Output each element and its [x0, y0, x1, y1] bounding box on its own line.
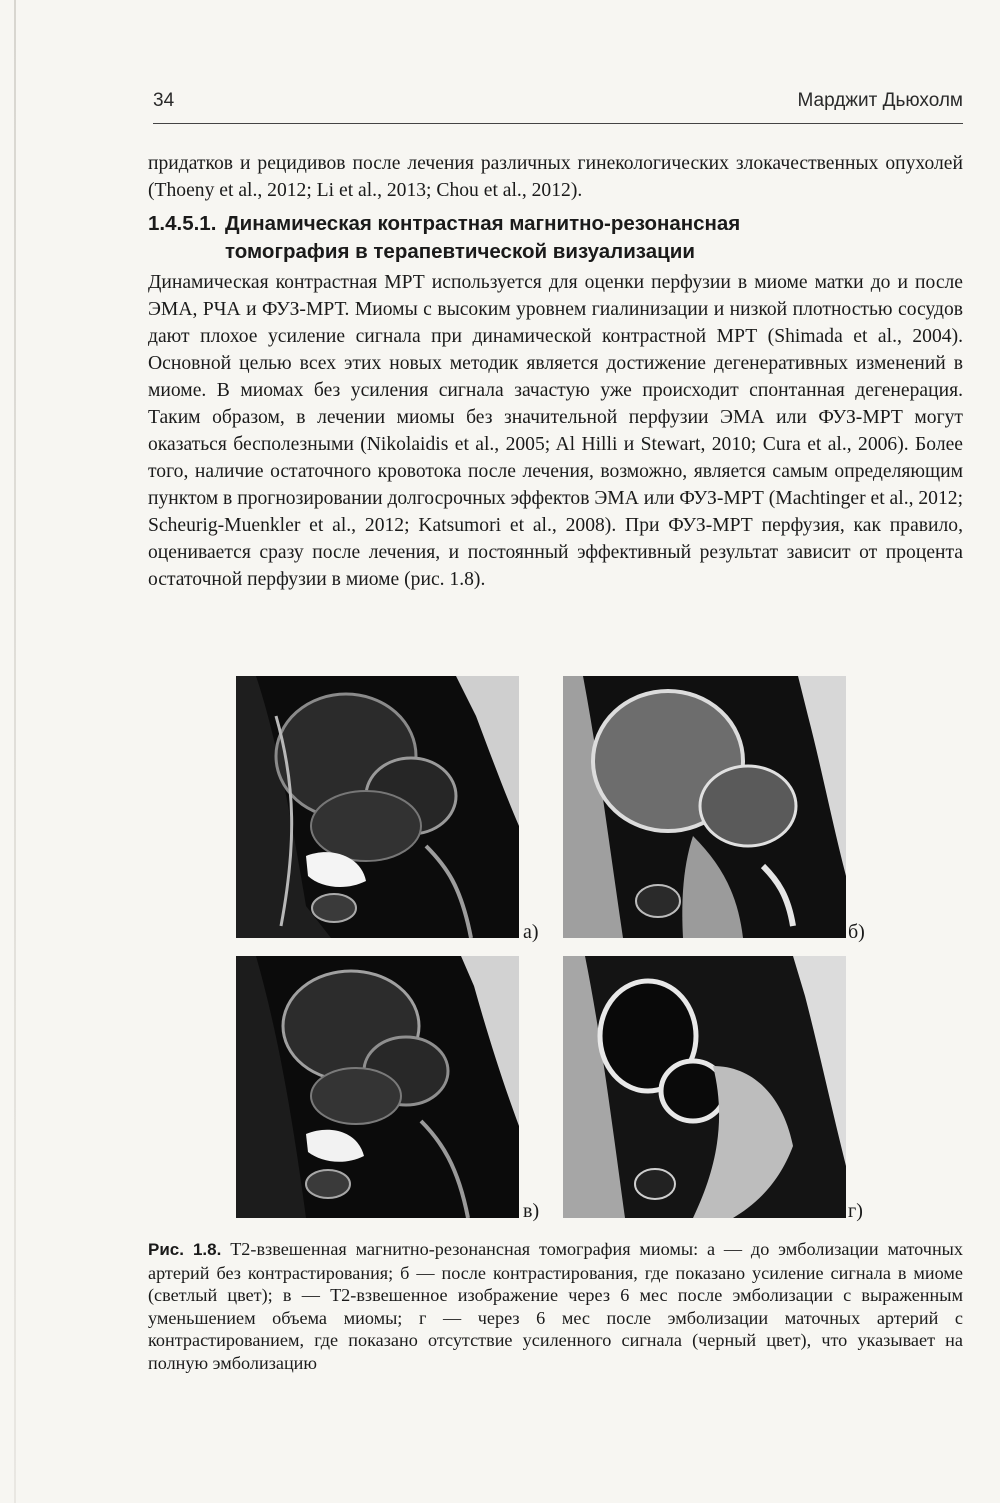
panel-letter-a: а) [523, 921, 539, 943]
mri-image-d [563, 956, 846, 1218]
header-rule [153, 123, 963, 124]
figure-caption-text: Т2-взвешенная магнитно-резонансная томография миомы: а — до эмболизации маточных артерий без контрастирования; б — после контрастирования, где показано усиление сигнала в миоме (светлый цвет); в — Т2-взвешенное изображение через 6 мес после эмболизации с выраженным уменьшением объема миомы; г — через 6 мес после эмболизации маточных артерий с контрастированием, где показано отсутствие усиленного сигнала (черный цвет), что указывает на полную эмболизацию [148, 1239, 963, 1373]
section-title-line-2: томография в терапевтической визуализации [225, 240, 695, 263]
running-head [153, 84, 963, 124]
running-head-author: Марджит Дьюхолм [797, 90, 963, 111]
panel-letter-d: г) [848, 1200, 863, 1222]
section-title-line-1: Динамическая контрастная магнитно-резонансная [225, 212, 741, 235]
intro-paragraph: придатков и рецидивов после лечения различных гинекологических злокачественных опухолей (Thoeny et al., 2012; Li et al., 2013; Chou et al., 2012). [148, 153, 963, 201]
mri-image-b [563, 676, 846, 938]
section-number: 1.4.5.1. [148, 212, 217, 235]
mri-image-a [236, 676, 519, 938]
section-title [225, 210, 945, 266]
page-number: 34 [153, 90, 175, 111]
figure-caption-label: Рис. 1.8. [148, 1240, 222, 1259]
body-paragraph: Динамическая контрастная МРТ используется для оценки перфузии в миоме матки до и после ЭМА, РЧА и ФУЗ-МРТ. Миомы с высоким уровнем гиалинизации и низкой плотностью сосудов дают плохое усиление сигнала при динамической контрастной МРТ (Shimada et al., 2004). Основной целью всех этих новых методик является достижение дегенеративных изменений в миоме. В миомах без усиления сигнала зачастую уже происходит спонтанная дегенерация. Таким образом, в лечении миомы без значительной перфузии ЭМА или ФУЗ-МРТ могут оказаться бесполезными (Nikolaidis et al., 2005; Al Hilli и Stewart, 2010; Cura et al., 2006). Более того, наличие остаточного кровотока после лечения, возможно, является самым определяющим пунктом в прогнозировании долгосрочных эффектов ЭМА или ФУЗ-МРТ (Machtinger et al., 2012; Scheurig-Muenkler et al., 2012; Katsumori et al., 2008). При ФУЗ-МРТ перфузия, как правило, оценивается сразу после лечения, и постоянный эффективный результат зависит от процента остаточной перфузии в миоме (рис. 1.8). [148, 272, 964, 590]
panel-letter-b: б) [848, 921, 865, 943]
mri-image-c [236, 956, 519, 1218]
page-binding-edge [14, 0, 16, 1503]
panel-letter-c: в) [523, 1200, 540, 1222]
figure-caption [148, 1238, 963, 1374]
